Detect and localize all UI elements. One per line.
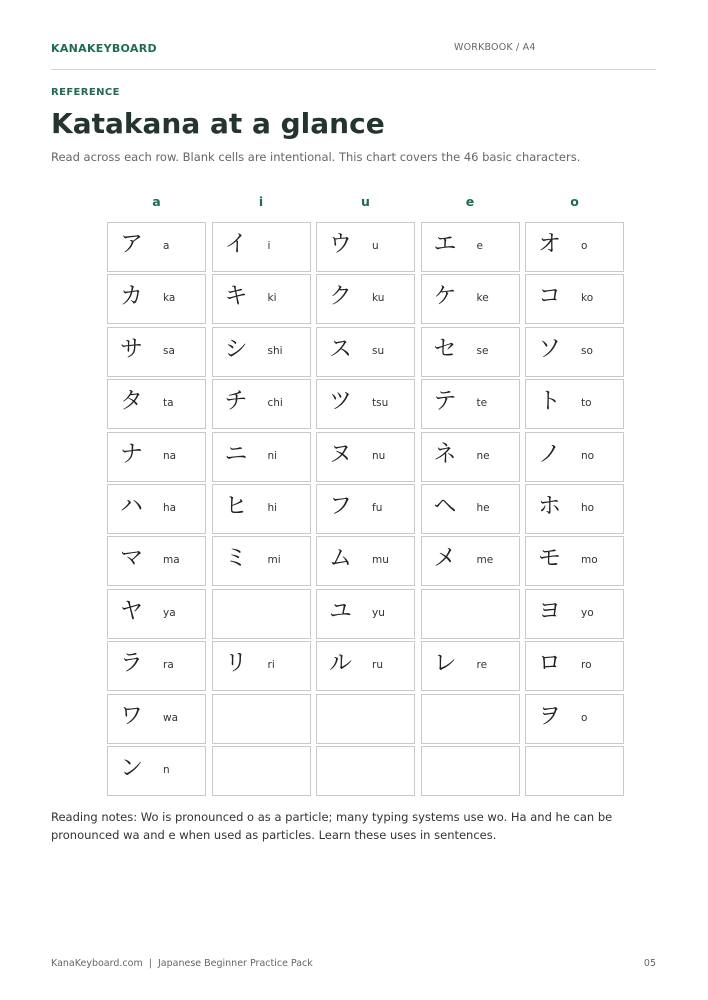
kana-character: オ: [538, 231, 561, 257]
kana-character: ラ: [120, 650, 143, 677]
romaji-label: ta: [163, 397, 174, 410]
romaji-label: yo: [581, 606, 594, 619]
vowel-header-3: e: [465, 194, 475, 209]
kana-cell: [316, 589, 415, 639]
chart-row: [107, 432, 628, 482]
chart-row: [107, 222, 628, 272]
kana-character: ン: [120, 754, 143, 781]
kana-character: ハ: [120, 492, 143, 519]
romaji-label: i: [267, 240, 271, 252]
kana-cell: [212, 327, 311, 377]
romaji-label: e: [476, 240, 483, 252]
blank-cell: [316, 694, 415, 744]
romaji-label: o: [581, 711, 588, 724]
kana-cell: [421, 641, 520, 691]
kana-cell: [212, 432, 311, 482]
kana-cell: [316, 432, 415, 482]
romaji-label: no: [581, 449, 595, 462]
romaji-label: ka: [163, 292, 176, 305]
footer-site: KanaKeyboard.com | Japanese Beginner Practice Pack: [51, 958, 313, 969]
romaji-label: ni: [267, 449, 278, 462]
blank-cell: [316, 746, 415, 796]
kana-character: ヨ: [538, 597, 561, 624]
kana-cell: [212, 222, 311, 272]
workbook-label: WORKBOOK / A4: [454, 42, 536, 53]
kana-character: イ: [224, 231, 248, 257]
kana-character: シ: [224, 335, 248, 362]
kana-cell: [525, 379, 624, 429]
kana-character: ヒ: [224, 492, 248, 519]
kana-character: サ: [120, 335, 143, 362]
kana-character: チ: [224, 388, 248, 415]
kana-cell: [421, 432, 520, 482]
katakana-chart: [107, 222, 628, 798]
romaji-label: fu: [372, 501, 383, 514]
romaji-label: re: [476, 659, 488, 672]
kana-cell: [525, 274, 624, 324]
romaji-label: ru: [372, 659, 383, 672]
header-divider: [51, 69, 656, 70]
kana-character: リ: [224, 650, 248, 677]
romaji-label: tsu: [372, 397, 389, 410]
kana-character: ヌ: [329, 440, 352, 467]
kana-character: ア: [120, 231, 143, 257]
kana-character: メ: [433, 545, 457, 572]
blank-cell: [421, 694, 520, 744]
blank-cell: [212, 694, 311, 744]
kana-cell: [421, 379, 520, 429]
romaji-label: n: [163, 763, 170, 776]
kana-cell: [316, 222, 415, 272]
kana-cell: [316, 274, 415, 324]
kana-character: コ: [538, 283, 561, 310]
romaji-label: o: [581, 240, 588, 252]
page-title: Katakana at a glance: [51, 107, 385, 140]
blank-cell: [212, 589, 311, 639]
kana-character: ロ: [538, 650, 561, 677]
chart-row: [107, 589, 628, 639]
kana-character: モ: [538, 545, 561, 572]
romaji-label: ho: [581, 501, 595, 514]
romaji-label: ku: [372, 292, 385, 305]
kana-character: ス: [329, 335, 352, 362]
kana-cell: [316, 536, 415, 586]
kana-cell: [212, 274, 311, 324]
kana-character: タ: [120, 388, 143, 415]
page-subtitle: Read across each row. Blank cells are intentional. This chart covers the 46 basic characters.: [51, 150, 581, 164]
kana-cell: [212, 536, 311, 586]
romaji-label: hi: [267, 501, 278, 514]
romaji-label: ne: [476, 449, 490, 462]
romaji-label: sa: [163, 344, 175, 357]
kana-character: カ: [120, 283, 143, 310]
romaji-label: he: [476, 501, 490, 514]
kana-character: ツ: [329, 388, 352, 415]
kana-cell: [525, 536, 624, 586]
brand-name: KANAKEYBOARD: [51, 42, 157, 55]
romaji-label: ke: [476, 292, 489, 305]
chart-row: [107, 694, 628, 744]
kana-cell: [107, 694, 206, 744]
kana-character: ワ: [120, 702, 143, 729]
kana-character: ケ: [433, 283, 457, 310]
romaji-label: shi: [267, 344, 283, 357]
romaji-label: se: [476, 344, 489, 357]
romaji-label: ha: [163, 501, 177, 514]
kana-character: ミ: [224, 545, 248, 572]
romaji-label: su: [372, 344, 385, 357]
vowel-header-2: u: [361, 194, 370, 209]
vowel-header-row: [107, 194, 628, 212]
chart-row: [107, 484, 628, 534]
kana-character: ク: [329, 283, 352, 310]
kana-cell: [107, 484, 206, 534]
romaji-label: na: [163, 449, 177, 462]
kana-character: ユ: [329, 597, 352, 624]
kana-character: ニ: [224, 440, 248, 467]
kana-cell: [107, 432, 206, 482]
kana-character: エ: [433, 231, 457, 257]
romaji-label: wa: [163, 711, 179, 724]
kana-cell: [525, 222, 624, 272]
romaji-label: ro: [581, 659, 592, 672]
chart-row: [107, 274, 628, 324]
kana-character: ヤ: [120, 597, 143, 624]
kana-cell: [107, 379, 206, 429]
romaji-label: mi: [267, 554, 281, 567]
kana-cell: [316, 641, 415, 691]
kana-cell: [525, 641, 624, 691]
romaji-label: ra: [163, 659, 174, 672]
romaji-label: mu: [372, 554, 389, 567]
blank-cell: [525, 746, 624, 796]
kana-cell: [525, 589, 624, 639]
footer-page-number: 05: [643, 958, 656, 969]
romaji-label: to: [581, 397, 592, 410]
kana-character: ホ: [538, 492, 561, 519]
kana-character: ネ: [433, 440, 457, 467]
romaji-label: chi: [267, 397, 283, 410]
kana-cell: [421, 327, 520, 377]
kana-cell: [421, 274, 520, 324]
romaji-label: nu: [372, 449, 386, 462]
kana-cell: [525, 484, 624, 534]
kana-character: ヘ: [433, 492, 457, 519]
kana-cell: [212, 641, 311, 691]
kana-cell: [107, 641, 206, 691]
kana-cell: [212, 379, 311, 429]
kana-cell: [316, 484, 415, 534]
chart-row: [107, 641, 628, 691]
romaji-label: mo: [581, 554, 598, 567]
kana-cell: [316, 379, 415, 429]
kana-character: ナ: [120, 440, 143, 467]
romaji-label: u: [372, 240, 379, 252]
chart-row: [107, 536, 628, 586]
romaji-label: yu: [372, 606, 385, 619]
page-header: [51, 42, 656, 62]
kana-cell: [107, 536, 206, 586]
kana-cell: [421, 536, 520, 586]
section-eyebrow: REFERENCE: [51, 87, 120, 98]
romaji-label: ko: [581, 292, 594, 305]
romaji-label: te: [476, 397, 488, 410]
kana-character: レ: [433, 650, 457, 677]
kana-character: テ: [433, 388, 457, 415]
kana-cell: [107, 274, 206, 324]
kana-character: セ: [433, 335, 457, 362]
kana-character: ヲ: [538, 702, 561, 729]
chart-row: [107, 379, 628, 429]
romaji-label: a: [163, 240, 170, 252]
vowel-header-0: a: [152, 194, 161, 209]
kana-cell: [107, 327, 206, 377]
romaji-label: me: [476, 554, 494, 567]
blank-cell: [421, 746, 520, 796]
romaji-label: ya: [163, 606, 176, 619]
kana-character: キ: [224, 283, 248, 310]
kana-character: ト: [538, 388, 561, 415]
vowel-header-1: i: [258, 194, 264, 209]
vowel-header-4: o: [570, 194, 579, 209]
kana-cell: [212, 484, 311, 534]
romaji-label: ri: [267, 659, 275, 672]
chart-row: [107, 327, 628, 377]
kana-cell: [421, 222, 520, 272]
kana-cell: [525, 327, 624, 377]
kana-character: ノ: [538, 440, 561, 467]
kana-cell: [421, 484, 520, 534]
romaji-label: ma: [163, 554, 180, 567]
kana-character: マ: [120, 545, 143, 572]
chart-row: [107, 746, 628, 796]
kana-cell: [316, 327, 415, 377]
kana-cell: [525, 432, 624, 482]
kana-cell: [525, 694, 624, 744]
blank-cell: [212, 746, 311, 796]
romaji-label: ki: [267, 292, 277, 305]
kana-character: ム: [329, 545, 352, 572]
kana-cell: [107, 589, 206, 639]
romaji-label: so: [581, 344, 593, 357]
blank-cell: [421, 589, 520, 639]
kana-character: フ: [329, 492, 352, 519]
reading-notes: Reading notes: Wo is pronounced o as a particle; many typing systems use wo. Ha and he can be pronounced wa and e when used as particles. Learn these uses in sentences.: [51, 810, 613, 842]
kana-cell: [107, 222, 206, 272]
kana-cell: [107, 746, 206, 796]
kana-character: ル: [329, 650, 352, 677]
kana-character: ソ: [538, 335, 561, 362]
workbook-page: [51, 0, 656, 1000]
kana-character: ウ: [329, 231, 352, 257]
